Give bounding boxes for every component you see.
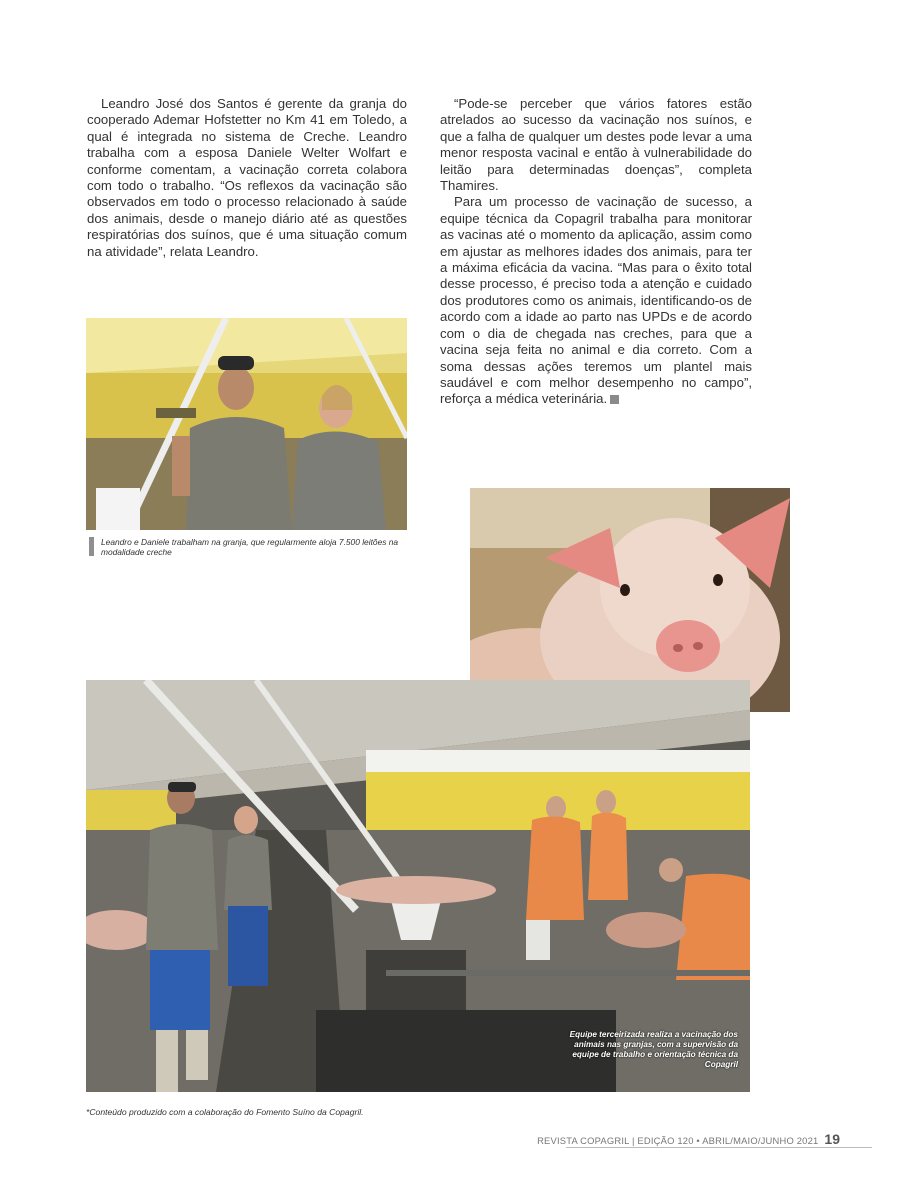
end-of-article-mark <box>610 395 619 404</box>
article-column-left <box>87 96 407 260</box>
page-footer <box>537 1131 840 1147</box>
article-column-right <box>440 96 752 408</box>
photo-caption-barn: Equipe terceirizada realiza a vacinação dos animais nas granjas, com a supervisão da equipe de trabalho e orientação técnica da Copagril <box>569 1030 738 1069</box>
article-paragraph: Leandro José dos Santos é gerente da granja do cooperado Ademar Hofstetter no Km 41 em Toledo, a qual é integrada no sistema de Creche. Leandro trabalha com a esposa Daniele Welter Wolfart e conforme comentam, a vacinação correta colabora com todo o trabalho. “Os reflexos da vacinação são observados em todo o processo relacionado à saúde dos animais, desde o manejo diário até as questões respiratórias dos suínos, que é uma situação comum na atividade”, relata Leandro. <box>87 96 407 259</box>
page-number: 19 <box>824 1131 840 1147</box>
article-paragraph-last <box>440 194 752 407</box>
photo-leandro-daniele <box>86 318 407 530</box>
photo-piglet <box>470 488 790 712</box>
footnote: *Conteúdo produzido com a colaboração do Fomento Suíno da Copagril. <box>86 1107 364 1117</box>
article-paragraph: “Pode-se perceber que vários fatores estão atrelados ao sucesso da vacinação nos suínos, e que a falha de qualquer um destes pode levar a uma menor resposta vacinal e então à vulnerabilidade do leitão para determinadas doenças”, completa Thamires. <box>440 96 752 194</box>
publication-info: REVISTA COPAGRIL | EDIÇÃO 120 • ABRIL/MAIO/JUNHO 2021 <box>537 1135 819 1146</box>
footer-rule <box>566 1147 872 1148</box>
photo-caption-couple: Leandro e Daniele trabalham na granja, que regularmente aloja 7.500 leitões na modalidade creche <box>101 537 399 557</box>
caption-marker <box>89 537 94 556</box>
article-paragraph-text: Para um processo de vacinação de sucesso, a equipe técnica da Copagril trabalha para monitorar as vacinas até o momento da aplicação, assim como em ajustar as melhores idades dos animais, para ter a máxima eficácia da vacina. “Mas para o êxito total desse processo, é preciso toda a atenção e cuidado dos produtores como os animais, identificando-os de acordo com a idade ao parto nas UPDs e de acordo com o dia de chegada nas creches, para que a vacina seja feita no animal e dia correto. Com a soma dessas ações teremos um plantel mais saudável e com melhor desempenho no campo”, reforça a médica veterinária. <box>440 194 752 407</box>
